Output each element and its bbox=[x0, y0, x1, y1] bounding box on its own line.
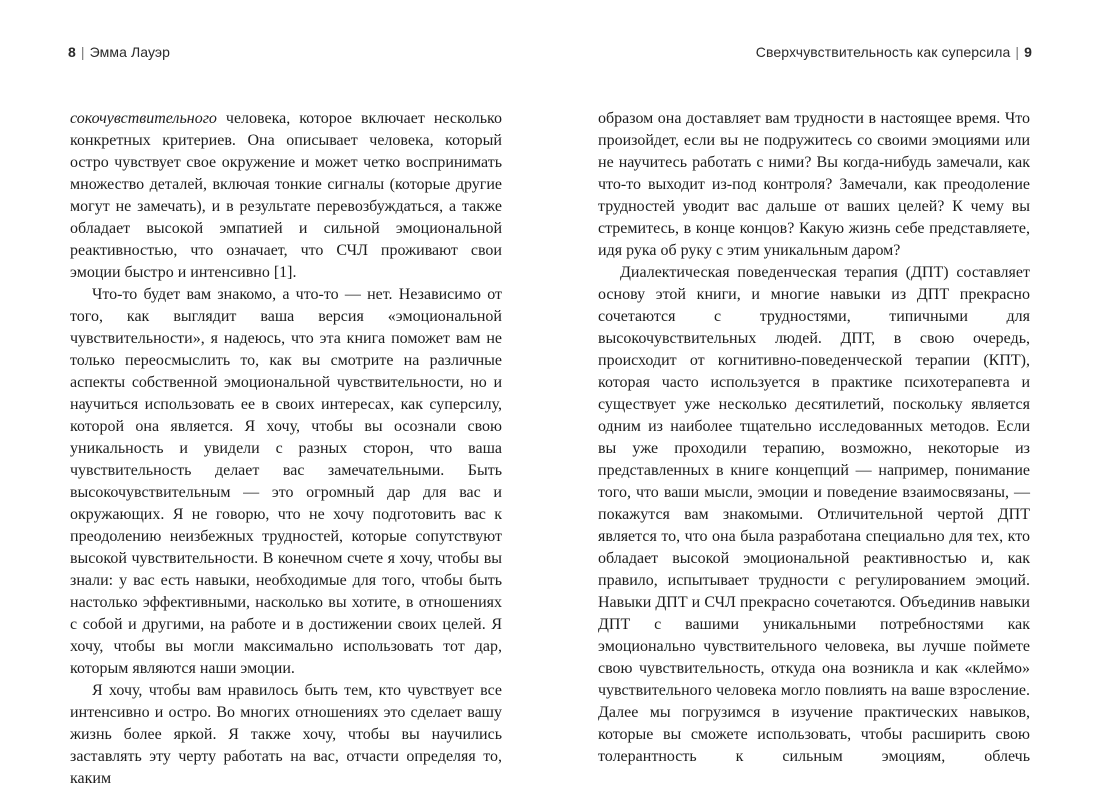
left-running-head bbox=[68, 44, 170, 60]
paragraph: Я хочу, чтобы вам нравилось быть тем, кто чувствует все интенсивно и остро. Во многих отношениях это сделает вашу жизнь более яркой. Я также хочу, чтобы вы научились заставлять эту черту работать на вас, отчасти определяя то, каким bbox=[70, 682, 502, 787]
paragraph-text: человека, которое включает несколько конкретных критериев. Она описывает человека, который остро чувствует свое окружение и может четко воспринимать множество деталей, включая тонкие сигналы (которые другие могут не замечать), и в результате перевозбуждаться, а также обладает высокой эмпатией и сильной эмоциональной реактивностью, что означает, что СЧЛ проживают свои эмоции быстро и интенсивно [1]. bbox=[70, 110, 502, 281]
right-page-body bbox=[598, 108, 1030, 768]
paragraph bbox=[70, 108, 502, 284]
paragraph: образом она доставляет вам трудности в настоящее время. Что произойдет, если вы не подружитесь со своими эмоциями или не научитесь работать с ними? Вы когда-нибудь замечали, как что-то выходит из-под контроля? Замечали, как преодоление трудностей уводит вас дальше от ваших целей? К чему вы стремитесь, в конце концов? Какую жизнь себе представляете, идя рука об руку с этим уникальным даром? bbox=[598, 110, 1030, 259]
right-page-number: 9 bbox=[1024, 44, 1032, 60]
right-page bbox=[550, 0, 1100, 765]
header-separator: | bbox=[80, 44, 85, 60]
right-running-head bbox=[756, 44, 1032, 60]
italic-lead-word: сокочувствительного bbox=[70, 110, 217, 127]
left-page bbox=[0, 0, 550, 787]
header-separator: | bbox=[1015, 44, 1020, 60]
left-page-body bbox=[70, 108, 502, 790]
paragraph: Диалектическая поведенческая терапия (ДПТ) составляет основу этой книги, и многие навыки из ДПТ прекрасно сочетаются с трудностями, типичными для высокочувствительных людей. ДПТ, в свою очередь, происходит от когнитивно-поведенческой терапии (КПТ), которая часто используется в практике психотерапевта и существует уже несколько десятилетий, поскольку является одним из наиболее тщательно исследованных методов. Если вы уже проходили терапию, возможно, некоторые из представленных в книге концепций — например, понимание того, что ваши мысли, эмоции и поведение взаимосвязаны, — покажутся вам знакомыми. Отличительной чертой ДПТ является то, что она была разработана специально для тех, кто обладает высокой эмоциональной реактивностью и, как правило, испытывает трудности с регулированием эмоций. Навыки ДПТ и СЧЛ прекрасно сочетаются. Объединив навыки ДПТ с вашими уникальными потребностями как эмоционально чувствительного человека, вы лучше поймете свою чувствительность, откуда она возникла и как «клеймо» чувствительного человека могло повлиять на ваше взросление. Далее мы погрузимся в изучение практических навыков, которые вы сможете использовать, чтобы расширить свою толерантность к сильным эмоциям, облечь bbox=[598, 264, 1030, 765]
right-running-head-title: Сверхчувствительность как суперсила bbox=[755, 44, 1011, 60]
paragraph: Что-то будет вам знакомо, а что-то — нет. Независимо от того, как выглядит ваша версия «эмоциональной чувствительности», я надеюсь, что эта книга поможет вам не только переосмыслить то, как вы смотрите на различные аспекты собственной эмоциональной чувствительности, но и научиться использовать ее в своих интересах, как суперсилу, которой она является. Я хочу, чтобы вы осознали свою уникальность и увидели с разных сторон, что ваша чувствительность делает вас замечательными. Быть высокочувствительным — это огромный дар для вас и окружающих. Я не говорю, что не хочу подготовить вас к преодолению неизбежных трудностей, которые сопутствуют высокой чувствительности. В конечном счете я хочу, чтобы вы знали: у вас есть навыки, необходимые для того, чтобы быть настолько эффективными, насколько вы хотите, в отношениях с собой и другими, на работе и в достижении своих целей. Я хочу, чтобы вы могли максимально использовать тот дар, которым являются наши эмоции. bbox=[70, 286, 502, 677]
left-page-number: 8 bbox=[68, 44, 76, 60]
left-running-head-title: Эмма Лауэр bbox=[89, 44, 171, 60]
